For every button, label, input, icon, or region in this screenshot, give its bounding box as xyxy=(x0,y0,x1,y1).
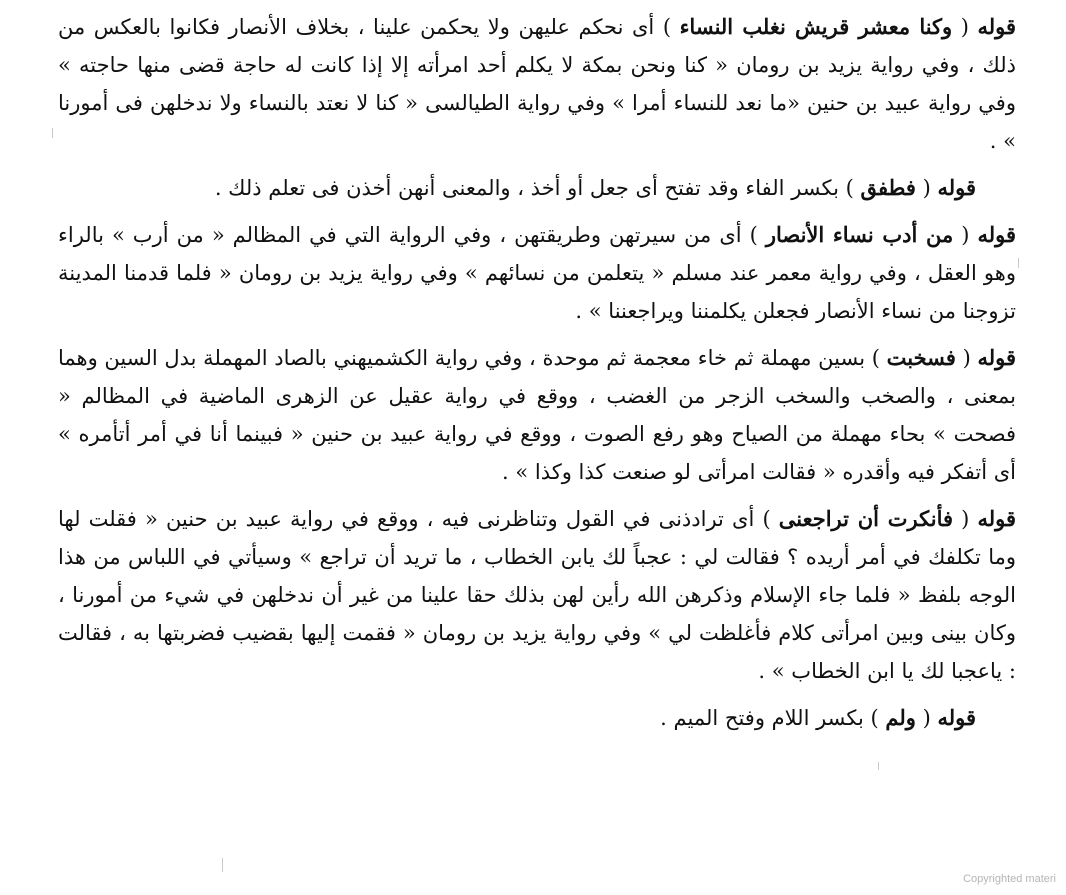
close-paren: ) xyxy=(654,15,680,39)
paragraph-1 xyxy=(58,8,1016,160)
lead-word: قوله xyxy=(977,222,1017,247)
close-paren: ) xyxy=(754,507,779,531)
topic-phrase: من أدب نساء الأنصار xyxy=(765,222,954,247)
copyright-watermark: Copyrighted materi xyxy=(963,873,1056,885)
open-paren: ( xyxy=(953,223,978,247)
paragraph-body: بكسر الفاء وقد تفتح أى جعل أو أخذ ، والمعنى أنهن أخذن فى تعلم ذلك . xyxy=(214,176,839,200)
lead-word: قوله xyxy=(937,705,976,730)
open-paren: ( xyxy=(952,15,978,39)
open-paren: ( xyxy=(953,507,978,531)
open-paren: ( xyxy=(915,176,938,200)
paragraph-5 xyxy=(58,500,1016,690)
topic-phrase: فطفق xyxy=(860,175,916,200)
topic-phrase: ولم xyxy=(885,705,916,730)
lead-word: قوله xyxy=(977,506,1017,531)
paragraph-body: أى نحكم عليهن ولا يحكمن علينا ، بخلاف الأنصار فكانوا بالعكس من ذلك ، وفي رواية يزيد بن رومان « كنا ونحن بمكة لا يكلم أحد امرأته إلا إذا كانت له حاجة قضى منها حاجته » وفي رواية عبيد بن حنين «ما نعد للنساء أمرا » وفي رواية الطيالسى « كنا لا نعتد بالنساء ولا ندخلهن فى أمورنا » . xyxy=(58,15,1016,153)
lead-word: قوله xyxy=(937,175,976,200)
topic-phrase: وكنا معشر قريش نغلب النساء xyxy=(679,14,953,39)
open-paren: ( xyxy=(915,706,938,730)
lead-word: قوله xyxy=(977,345,1016,370)
open-paren: ( xyxy=(955,346,978,370)
scan-mark xyxy=(222,858,223,872)
commentary-page xyxy=(58,8,1016,746)
close-paren: ) xyxy=(838,176,861,200)
close-paren: ) xyxy=(741,223,766,247)
scan-mark xyxy=(1018,258,1019,268)
paragraph-body: بسين مهملة ثم خاء معجمة ثم موحدة ، وفي رواية الكشميهني بالصاد المهملة بدل السين وهما بمعنى ، والصخب والسخب الزجر من الغضب ، ووقع في رواية عقيل عن الزهرى الماضية في المظالم « فصحت » بحاء مهملة من الصياح وهو رفع الصوت ، ووقع في رواية عبيد بن حنين « فبينما أنا في أمر أتأمره » أى أتفكر فيه وأقدره « فقالت امرأتى لو صنعت كذا وكذا » . xyxy=(57,346,1016,484)
paragraph-2 xyxy=(58,169,1016,207)
paragraph-body: أى ترادذنى في القول وتناظرنى فيه ، ووقع في رواية عبيد بن حنين « فقلت لها وما تكلفك في أمر أريده ؟ فقالت لي : عجباً لك يابن الخطاب ، ما تريد أن تراجع » وسيأتي في اللباس من هذا الوجه بلفظ « فلما جاء الإسلام وذكرهن الله رأين لهن بذلك حقا علينا من غير أن ندخلهن في شيء من أمورنا ، وكان بينى وبين امرأتى كلام فأغلظت لي » وفي رواية يزيد بن رومان « فقمت إليها بقضيب فضربتها به ، فقالت : ياعجبا لك يا ابن الخطاب » . xyxy=(58,507,1016,683)
scan-mark xyxy=(52,128,53,138)
paragraph-6 xyxy=(58,699,1016,737)
lead-word: قوله xyxy=(977,14,1017,39)
close-paren: ) xyxy=(863,706,886,730)
paragraph-4 xyxy=(58,339,1016,491)
paragraph-3 xyxy=(58,216,1016,330)
paragraph-body: أى من سيرتهن وطريقتهن ، وفي الرواية التي في المظالم « من أرب » بالراء وهو العقل ، وفي رواية معمر عند مسلم « يتعلمن من نسائهم » وفي رواية يزيد بن رومان « فلما قدمنا المدينة تزوجنا من نساء الأنصار فجعلن يكلمننا ويراجعننا » . xyxy=(58,223,1016,323)
scan-mark xyxy=(878,762,879,770)
topic-phrase: فسخبت xyxy=(886,345,956,370)
close-paren: ) xyxy=(865,346,887,370)
paragraph-body: بكسر اللام وفتح الميم . xyxy=(660,706,864,730)
topic-phrase: فأنكرت أن تراجعنى xyxy=(778,506,954,531)
